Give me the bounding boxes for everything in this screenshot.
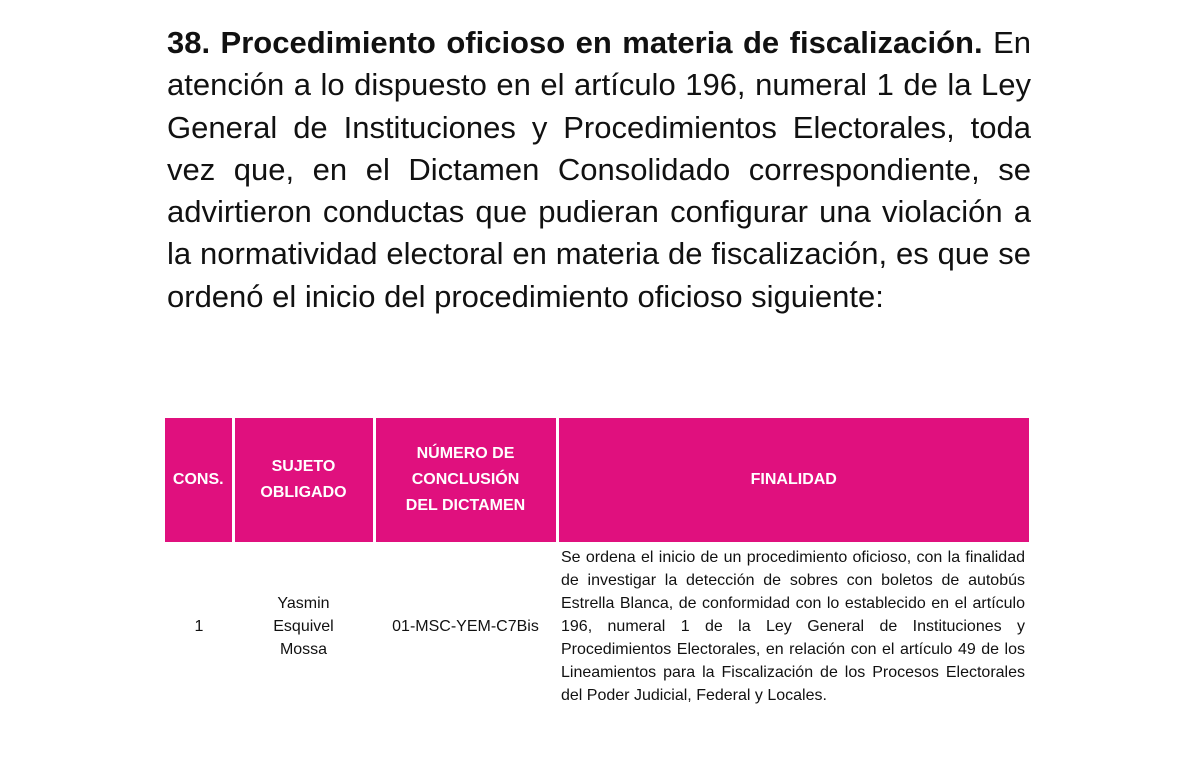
cell-cons: 1 <box>194 618 204 635</box>
table-row <box>165 542 1029 711</box>
intro-paragraph <box>167 22 1031 318</box>
cell-numero-conclusion: 01-MSC-YEM-C7Bis <box>392 618 539 635</box>
cell-finalidad: Se ordena el inicio de un procedimiento oficioso, con la finalidad de investigar la detección de sobres con boletos de autobús Estrella Blanca, de conformidad con lo establecido en el artículo 196, numeral 1 de la Ley General de Instituciones y Procedimientos Electorales, en relación con el artículo 49 de los Lineamientos para la Fiscalización de los Procesos Electorales del Poder Judicial, Federal y Locales. <box>561 549 1025 704</box>
header-numero-conclusion: NÚMERO DE CONCLUSIÓN DEL DICTAMEN <box>374 418 557 542</box>
section-heading: 38. Procedimiento oficioso en materia de fiscalización. <box>167 25 983 60</box>
header-finalidad: FINALIDAD <box>557 418 1029 542</box>
cell-sujeto-obligado: Yasmin Esquivel Mossa <box>273 595 334 658</box>
header-cons: CONS. <box>165 418 233 542</box>
procedures-table <box>165 418 1029 711</box>
header-sujeto-obligado: SUJETO OBLIGADO <box>233 418 374 542</box>
table-header-row <box>165 418 1029 542</box>
paragraph-body: En atención a lo dispuesto en el artículo 196, numeral 1 de la Ley General de Instituciones y Procedimientos Electorales, toda vez que, en el Dictamen Consolidado correspondiente, se advirtieron conductas que pudieran configurar una violación a la normatividad electoral en materia de fiscalización, es que se ordenó el inicio del procedimiento oficioso siguiente: <box>167 25 1031 314</box>
